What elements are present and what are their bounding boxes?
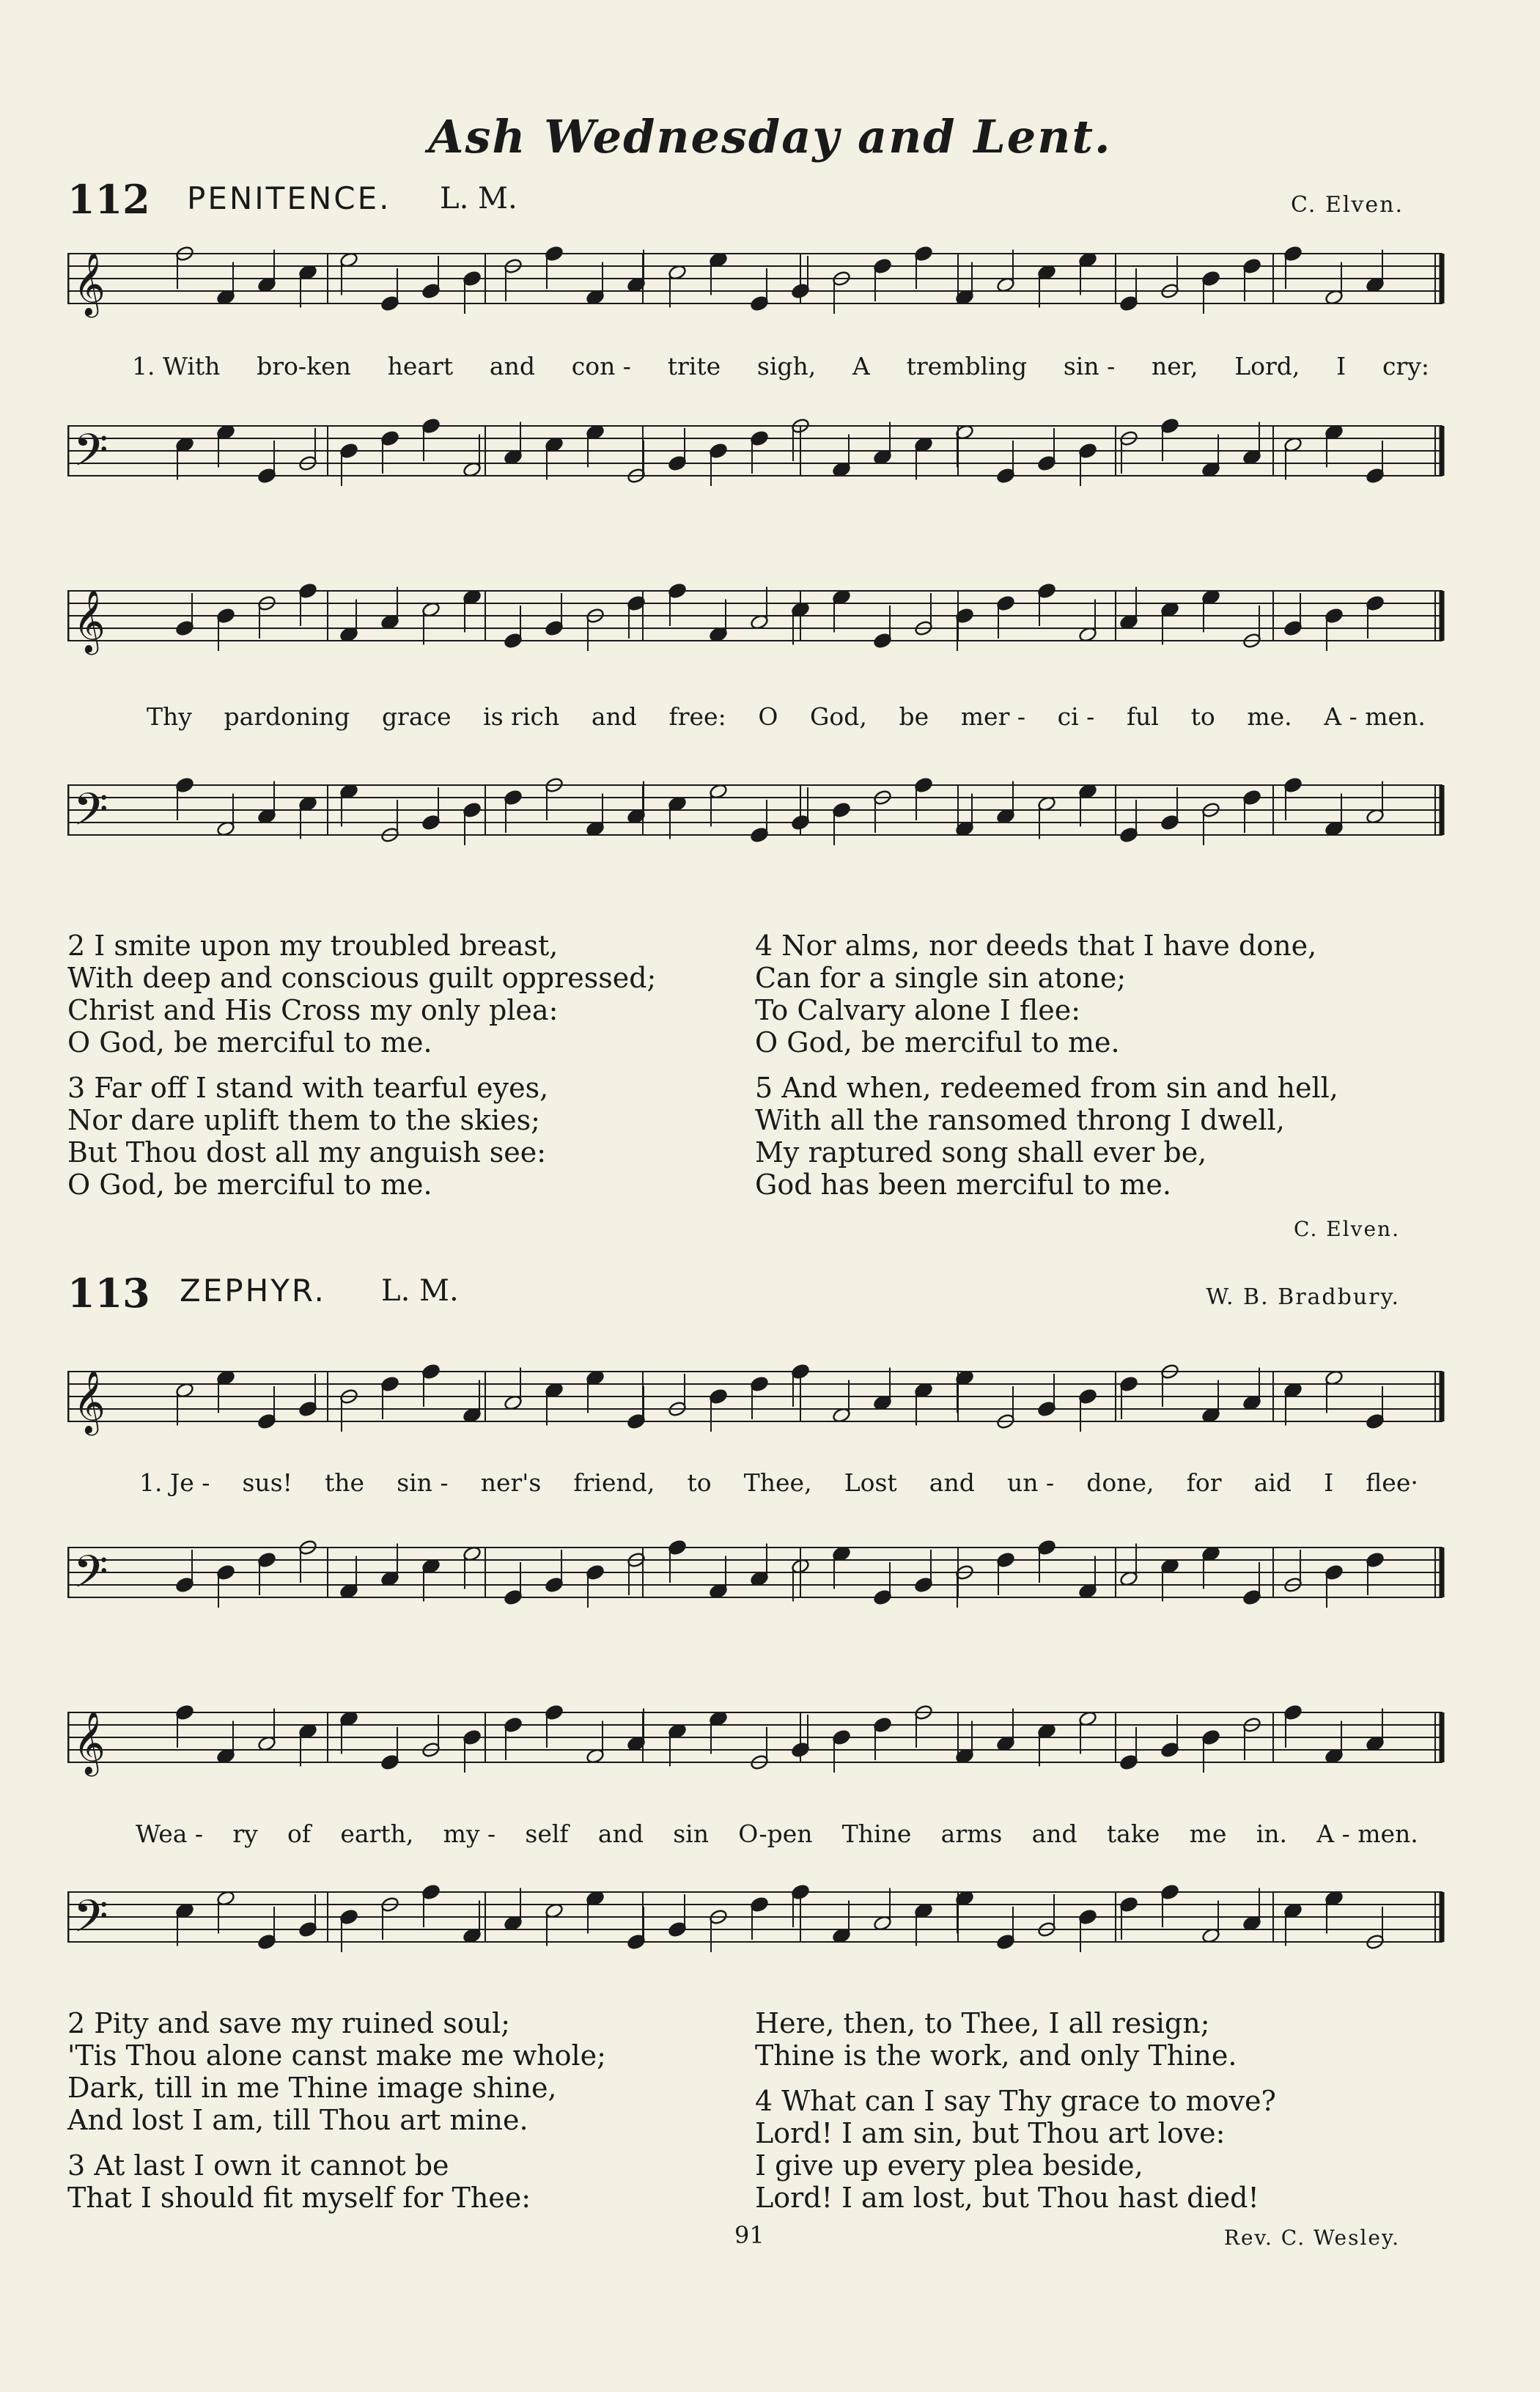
- lyric-syllable: ful: [1126, 702, 1159, 731]
- verses-right: [755, 2007, 1276, 2227]
- lyric-syllable: take: [1106, 1819, 1160, 1848]
- music-staff-treble: [67, 220, 1445, 337]
- lyric-line: [132, 352, 1429, 380]
- verse-stanza: [67, 930, 656, 1059]
- lyric-syllable: con -: [571, 352, 631, 380]
- lyric-syllable: O-pen: [738, 1819, 813, 1848]
- lyric-syllable: A - men.: [1324, 702, 1426, 731]
- verse-stanza: [755, 2007, 1276, 2072]
- lyric-line: [147, 702, 1426, 731]
- lyric-syllable: A: [852, 352, 870, 380]
- verse-line: My raptured song shall ever be,: [755, 1136, 1207, 1169]
- lyric-syllable: be: [899, 702, 929, 731]
- bass-clef-icon: 𝄢: [73, 784, 108, 847]
- music-staff-bass: [67, 1855, 1445, 1979]
- lyric-syllable: ner's: [480, 1468, 542, 1497]
- lyric-syllable: pardoning: [224, 702, 350, 731]
- lyric-syllable: my -: [443, 1819, 496, 1848]
- staff-lines: [67, 557, 1445, 674]
- hymn-meter: L. M.: [381, 1274, 459, 1308]
- verse-line: O God, be merciful to me.: [755, 1026, 1120, 1059]
- verse-line: O God, be merciful to me.: [67, 1169, 432, 1201]
- lyric-syllable: the: [325, 1468, 365, 1497]
- attribution: C. Elven.: [1294, 1217, 1400, 1241]
- lyric-syllable: God,: [810, 702, 867, 731]
- lyric-syllable: I: [1324, 1468, 1334, 1497]
- lyric-syllable: ner,: [1152, 352, 1198, 380]
- verse-line: To Calvary alone I flee:: [755, 994, 1081, 1026]
- lyric-syllable: me: [1189, 1819, 1227, 1848]
- verses-left: [67, 930, 656, 1214]
- lyric-syllable: friend,: [573, 1468, 655, 1497]
- verse-line: Lord! I am sin, but Thou art love:: [755, 2117, 1226, 2149]
- lyric-syllable: and: [591, 702, 637, 731]
- lyric-syllable: Thee,: [743, 1468, 812, 1497]
- lyric-syllable: sigh,: [756, 352, 817, 380]
- staff-lines: [67, 220, 1445, 337]
- lyric-syllable: mer -: [960, 702, 1025, 731]
- lyric-line: [136, 1819, 1418, 1848]
- treble-clef-icon: 𝄞: [73, 1711, 106, 1774]
- lyric-syllable: is rich: [483, 702, 560, 731]
- lyric-syllable: Thine: [841, 1819, 912, 1848]
- lyric-syllable: sus!: [242, 1468, 292, 1497]
- music-staff-bass: [67, 1506, 1445, 1638]
- lyric-syllable: Wea -: [136, 1819, 204, 1848]
- lyric-syllable: grace: [381, 702, 452, 731]
- lyric-syllable: free:: [668, 702, 726, 731]
- lyric-line: [139, 1468, 1418, 1497]
- verse-line: With deep and conscious guilt oppressed;: [67, 962, 657, 994]
- lyric-syllable: sin: [673, 1819, 709, 1848]
- lyric-syllable: bro-ken: [257, 352, 351, 380]
- lyric-syllable: sin -: [1063, 352, 1116, 380]
- verse-line: Dark, till in me Thine image shine,: [67, 2072, 557, 2104]
- lyric-syllable: in.: [1256, 1819, 1287, 1848]
- verse-line: 'Tis Thou alone canst make me whole;: [67, 2039, 606, 2072]
- treble-clef-icon: 𝄞: [73, 589, 106, 652]
- verse-stanza: [755, 930, 1338, 1059]
- verse-stanza: [755, 2085, 1276, 2214]
- music-staff-bass: [67, 740, 1445, 880]
- verse-line: Lord! I am lost, but Thou hast died!: [755, 2182, 1259, 2214]
- lyric-syllable: to: [687, 1468, 712, 1497]
- hymn-composer: W. B. Bradbury.: [1206, 1284, 1400, 1310]
- lyric-syllable: earth,: [340, 1819, 414, 1848]
- staff-lines: [67, 1334, 1445, 1459]
- staff-lines: [67, 740, 1445, 880]
- treble-clef-icon: 𝄞: [73, 1370, 106, 1433]
- verses-left: [67, 2007, 606, 2227]
- verse-stanza: [67, 2007, 606, 2136]
- hymn-composer: C. Elven.: [1290, 192, 1404, 218]
- verse-line: 2 Pity and save my ruined soul;: [67, 2007, 511, 2039]
- hymn-number: 112: [67, 176, 150, 223]
- verse-line: Can for a single sin atone;: [755, 962, 1127, 994]
- hymn-meter: L. M.: [440, 182, 517, 216]
- lyric-syllable: Thy: [147, 702, 192, 731]
- lyric-syllable: O: [758, 702, 778, 731]
- lyric-syllable: sin -: [397, 1468, 449, 1497]
- lyric-syllable: I: [1336, 352, 1346, 380]
- attribution: Rev. C. Wesley.: [1223, 2226, 1400, 2250]
- page-number: 91: [734, 2221, 765, 2249]
- verse-line: 3 At last I own it cannot be: [67, 2149, 449, 2182]
- lyric-syllable: and: [1031, 1819, 1077, 1848]
- lyric-syllable: self: [525, 1819, 569, 1848]
- hymn-title: ZEPHYR.: [180, 1273, 326, 1309]
- lyric-syllable: Lost: [844, 1468, 897, 1497]
- lyric-syllable: trite: [667, 352, 721, 380]
- verse-line: I give up every plea beside,: [755, 2149, 1143, 2182]
- verse-stanza: [67, 1072, 656, 1201]
- staff-lines: [67, 389, 1445, 513]
- verse-line: Thine is the work, and only Thine.: [755, 2039, 1237, 2072]
- music-staff-treble: [67, 1671, 1445, 1803]
- verse-line: 3 Far off I stand with tearful eyes,: [67, 1072, 549, 1104]
- music-staff-treble: [67, 1334, 1445, 1459]
- lyric-syllable: 1. With: [132, 352, 221, 380]
- lyric-syllable: of: [287, 1819, 312, 1848]
- hymn-number: 113: [67, 1270, 150, 1317]
- bass-clef-icon: 𝄢: [73, 1546, 108, 1609]
- lyric-syllable: cry:: [1382, 352, 1429, 380]
- lyric-syllable: heart: [387, 352, 454, 380]
- lyric-syllable: flee·: [1366, 1468, 1418, 1497]
- treble-clef-icon: 𝄞: [73, 252, 106, 315]
- staff-lines: [67, 1506, 1445, 1638]
- lyric-syllable: done,: [1086, 1468, 1154, 1497]
- hymn-title: PENITENCE.: [187, 180, 391, 216]
- lyric-syllable: trembling: [906, 352, 1028, 380]
- lyric-syllable: ry: [232, 1819, 258, 1848]
- verse-line: But Thou dost all my anguish see:: [67, 1136, 547, 1169]
- verse-line: Nor dare uplift them to the skies;: [67, 1104, 540, 1136]
- bass-clef-icon: 𝄢: [73, 424, 108, 487]
- verse-line: 4 What can I say Thy grace to move?: [755, 2085, 1276, 2117]
- verses-right: [755, 930, 1338, 1214]
- music-staff-bass: [67, 389, 1445, 513]
- lyric-syllable: Lord,: [1234, 352, 1300, 380]
- verse-line: With all the ransomed throng I dwell,: [755, 1104, 1285, 1136]
- page-header: Ash Wednesday and Lent.: [428, 110, 1112, 163]
- lyric-syllable: to: [1190, 702, 1215, 731]
- verse-line: Here, then, to Thee, I all resign;: [755, 2007, 1210, 2039]
- verse-line: Christ and His Cross my only plea:: [67, 994, 559, 1026]
- lyric-syllable: and: [597, 1819, 644, 1848]
- lyric-syllable: me.: [1247, 702, 1292, 731]
- verse-line: 4 Nor alms, nor deeds that I have done,: [755, 930, 1317, 962]
- music-staff-treble: [67, 557, 1445, 674]
- verse-line: And lost I am, till Thou art mine.: [67, 2104, 528, 2136]
- verse-stanza: [67, 2149, 606, 2214]
- lyric-syllable: un -: [1006, 1468, 1055, 1497]
- staff-lines: [67, 1671, 1445, 1803]
- verse-line: God has been merciful to me.: [755, 1169, 1171, 1201]
- verse-line: 2 I smite upon my troubled breast,: [67, 930, 559, 962]
- lyric-syllable: and: [489, 352, 535, 380]
- lyric-syllable: A - men.: [1316, 1819, 1418, 1848]
- verse-line: O God, be merciful to me.: [67, 1026, 432, 1059]
- lyric-syllable: arms: [940, 1819, 1003, 1848]
- verse-line: 5 And when, redeemed from sin and hell,: [755, 1072, 1338, 1104]
- staff-lines: [67, 1855, 1445, 1979]
- lyric-syllable: 1. Je -: [139, 1468, 210, 1497]
- lyric-syllable: and: [929, 1468, 975, 1497]
- lyric-syllable: for: [1186, 1468, 1222, 1497]
- verse-stanza: [755, 1072, 1338, 1201]
- lyric-syllable: aid: [1253, 1468, 1292, 1497]
- lyric-syllable: ci -: [1057, 702, 1095, 731]
- bass-clef-icon: 𝄢: [73, 1891, 108, 1954]
- verse-line: That I should fit myself for Thee:: [67, 2182, 531, 2214]
